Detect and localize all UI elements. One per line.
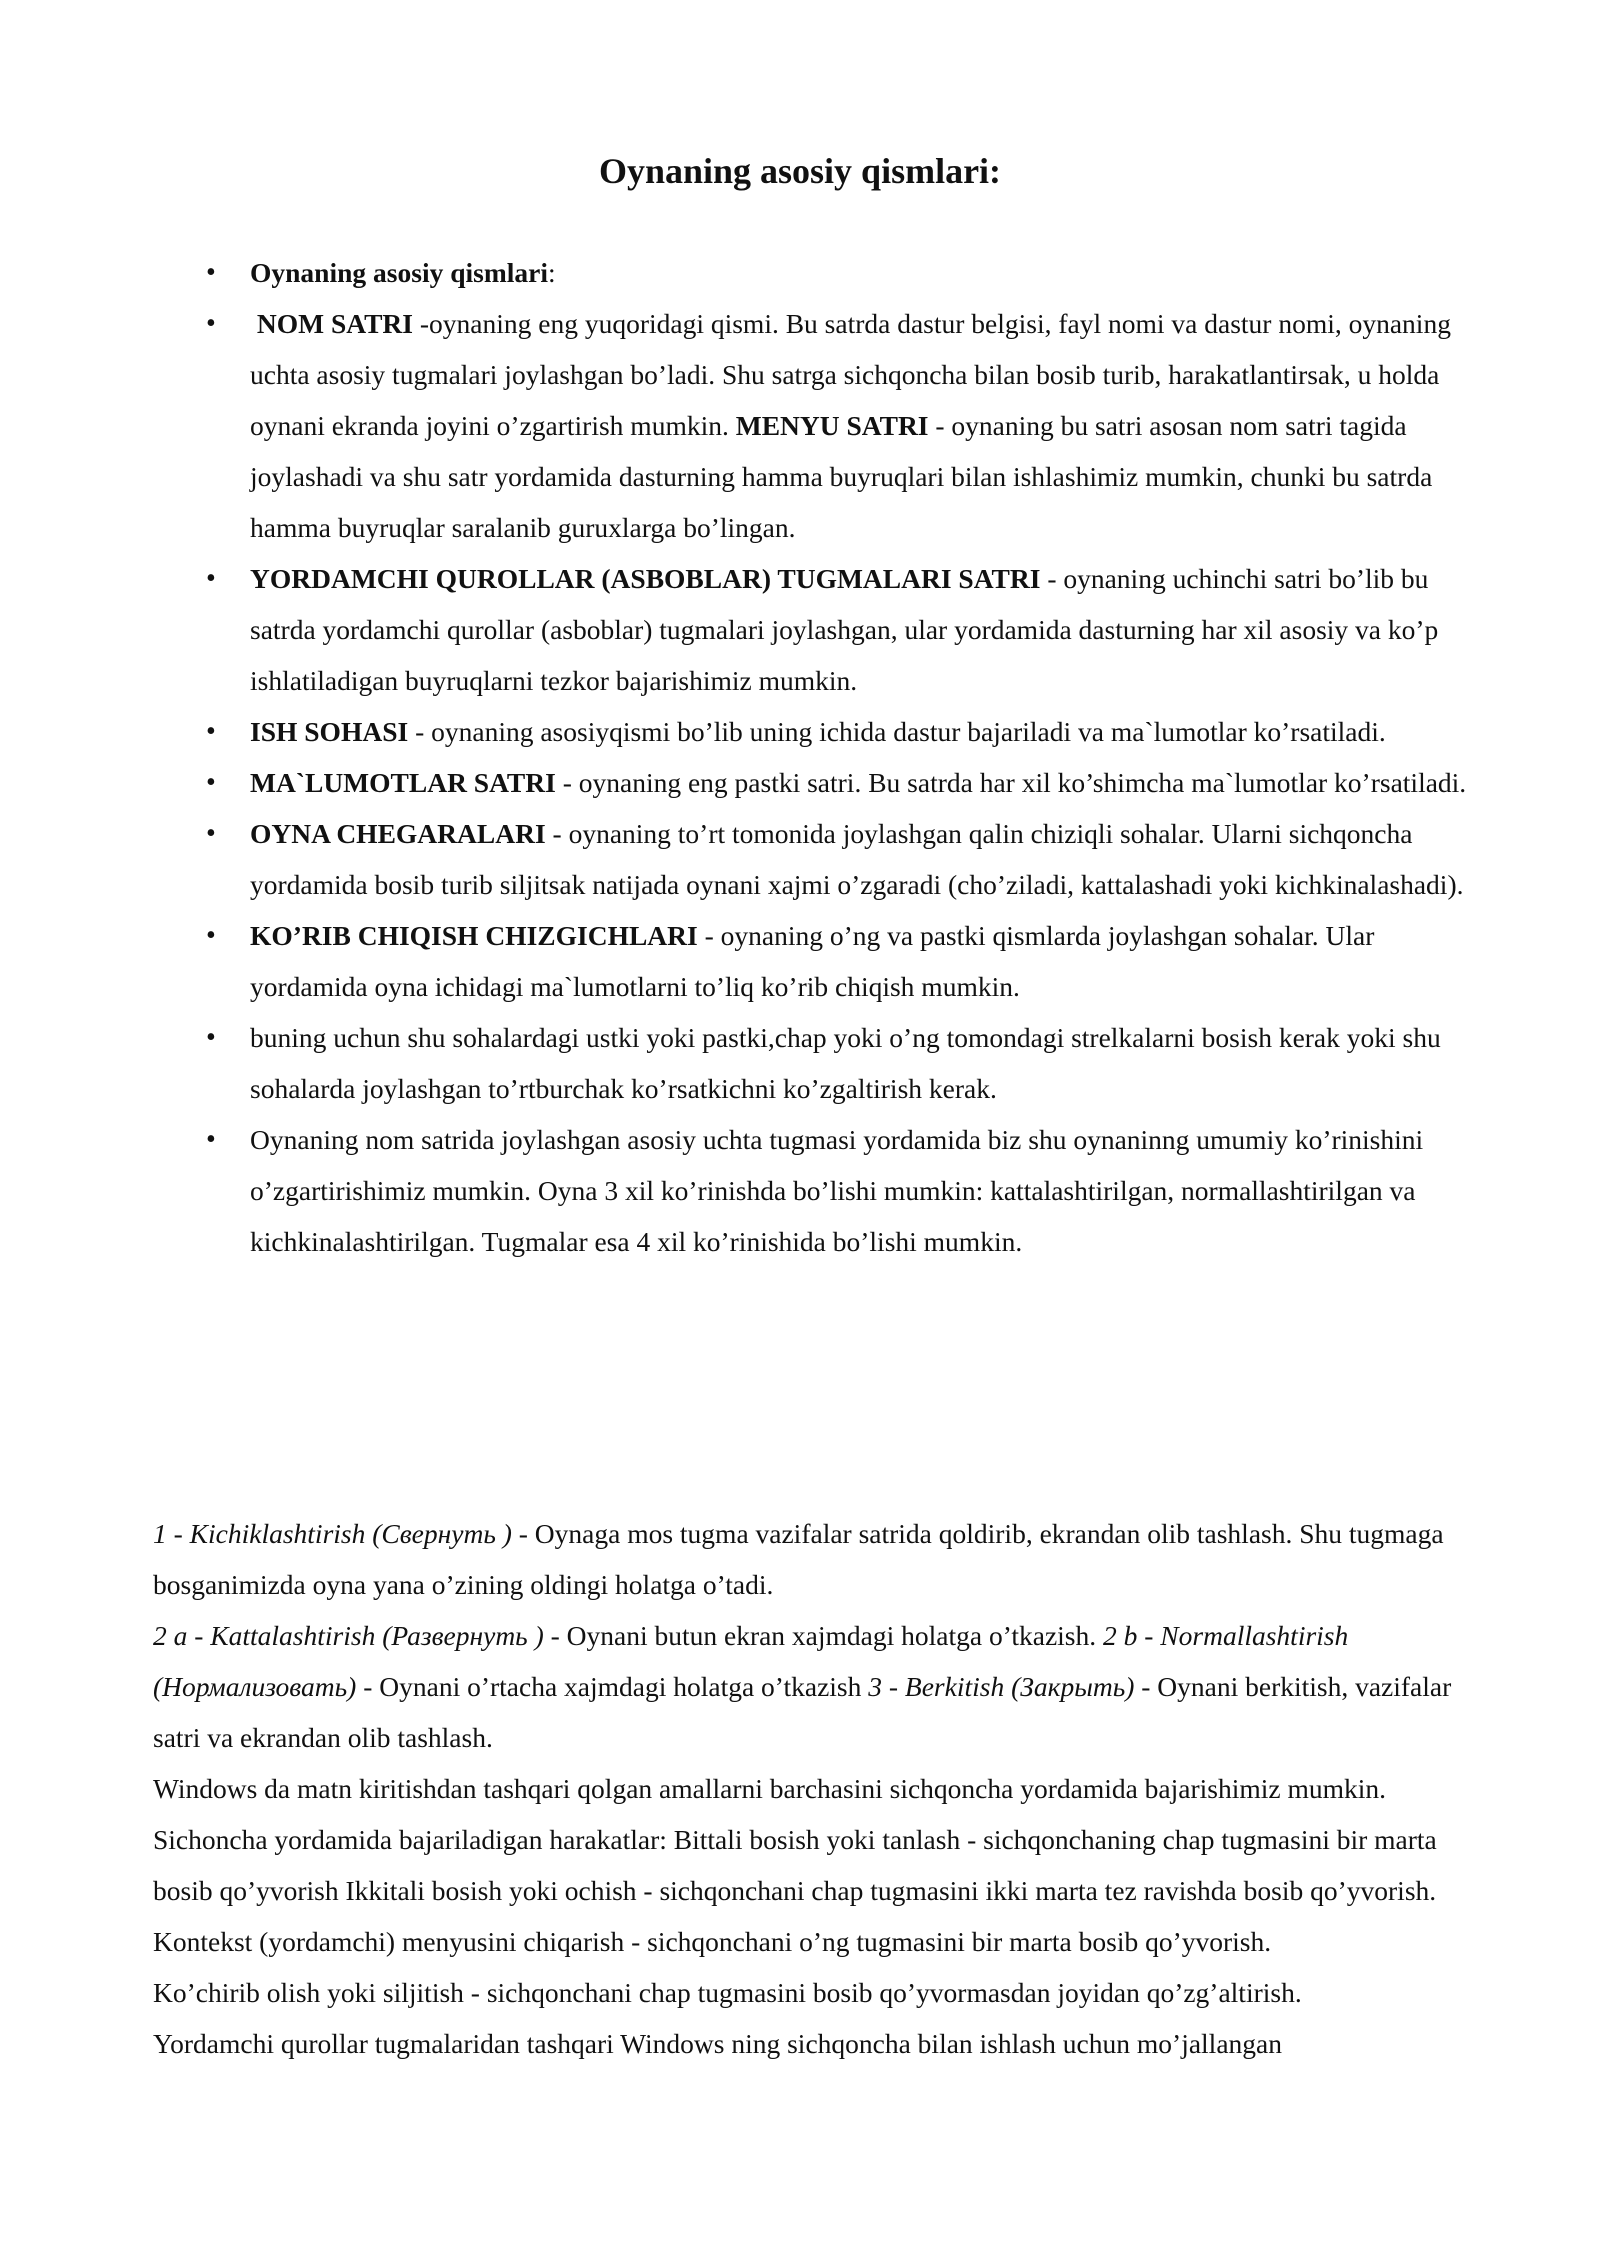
list-item (250, 757, 1470, 808)
term: MENYU SATRI (735, 410, 929, 441)
item-text: - oynaning to’rt tomonida joylashgan qalin chiziqli sohalar. Ularni sichqoncha yordamida bosib turib siljitsak natijada oynani xajmi o’zgaradi (cho’ziladi, kattalashadi yoki kichkinalashadi). (250, 818, 1464, 900)
item-text: -oynaning eng yuqoridagi qismi. Bu satrda dastur belgisi, fayl nomi va dastur nomi, oynaning uchta asosiy tugmalari joylashgan bo’ladi. Shu satrga sichqoncha bilan bosib turib, harakatlantirsak, u holda oynani ekranda joyini o’zgartirish mumkin. (250, 308, 1451, 441)
list-item (250, 808, 1470, 910)
item-text: - oynaning bu satri asosan nom satri tagida joylashadi va shu satr yordamida dasturning hamma buyruqlari bilan ishlashimiz mumkin, chunki bu satrda hamma buyruqlar saralanib guruxlarga bo’lingan. (250, 410, 1433, 543)
term: MA`LUMOTLAR SATRI (250, 767, 556, 798)
list-item (250, 706, 1470, 757)
term: KO’RIB CHIQISH CHIZGICHLARI (250, 920, 698, 951)
term: YORDAMCHI QUROLLAR (ASBOBLAR) TUGMALARI SATRI (250, 563, 1041, 594)
item-text: Oynaning nom satrida joylashgan asosiy uchta tugmasi yordamida biz shu oynaninng umumiy ko’rinishini o’zgartirishimiz mumkin. Oyna 3 xil ko’rinishda bo’lishi mumkin: kattalashtirilgan, normallashtirilgan va kichkinalashtirilgan. Tugmalar esa 4 xil ko’rinishida bo’lishi mumkin. (250, 1124, 1424, 1257)
italic-term: 1 - Kichiklashtirish (Свернуть ) (153, 1518, 512, 1549)
italic-term: 2 b - Normallashtirish (Нормализовать) (153, 1620, 1349, 1702)
term: ISH SOHASI (250, 716, 409, 747)
paragraph-text: - Oynaga mos tugma vazifalar satrida qoldirib, ekrandan olib tashlash. Shu tugmaga bosganimizda oyna yana o’zining oldingi holatga o’tadi. (153, 1518, 1444, 1600)
list-item (250, 910, 1470, 1012)
list-item (250, 247, 1470, 298)
paragraph-context-menu: Kontekst (yordamchi) menyusini chiqarish - sichqonchani o’ng tugmasini bir marta bosib qo’yvorish. (153, 1926, 1272, 1957)
item-text: - oynaning o’ng va pastki qismlarda joylashgan sohalar. Ular yordamida oyna ichidagi ma`lumotlarni to’liq ko’rib chiqish mumkin. (250, 920, 1375, 1002)
paragraph-text: - Oynani o’rtacha xajmdagi holatga o’tkazish (356, 1671, 869, 1702)
list-item (250, 1114, 1470, 1267)
item-text: buning uchun shu sohalardagi ustki yoki pastki,chap yoki o’ng tomondagi strelkalarni bosish kerak yoki shu sohalarda joylashgan to’rtburchak ko’rsatkichni ko’zgaltirish kerak. (250, 1022, 1441, 1104)
paragraph-text: - Oynani berkitish, vazifalar satri va ekrandan olib tashlash. (153, 1671, 1452, 1753)
term: OYNA CHEGARALARI (250, 818, 546, 849)
lead-space (250, 308, 257, 339)
term: NOM SATRI (256, 308, 413, 339)
paragraph-text: - Oynani butun ekran xajmdagi holatga o’tkazish. (543, 1620, 1104, 1651)
italic-term: 3 - Berkitish (Закрыть) (868, 1671, 1135, 1702)
paragraph-maximize (153, 1610, 1468, 1763)
body-text (153, 1508, 1468, 2069)
item-text: - oynaning uchinchi satri bo’lib bu satrda yordamchi qurollar (asboblar) tugmalari joylashgan, ular yordamida dasturning har xil asosiy va ko’p ishlatiladigan buyruqlarni tezkor bajarishimiz mumkin. (250, 563, 1439, 696)
term: Oynaning asosiy qismlari (250, 257, 548, 288)
page-title: Oynaning asosiy qismlari: (598, 151, 1002, 191)
list-item (250, 298, 1470, 553)
bullet-list (250, 247, 1470, 1267)
paragraph-mouse: Windows da matn kiritishdan tashqari qolgan amallarni barchasini sichqoncha yordamida bajarishimiz mumkin. Sichoncha yordamida bajariladigan harakatlar: Bittali bosish yoki tanlash - sichqonchaning chap tugmasini bir marta bosib qo’yvorish Ikkitali bosish yoki ochish - sichqonchani chap tugmasini ikki marta tez ravishda bosib qo’yvorish. (153, 1773, 1437, 1906)
item-text: - oynaning eng pastki satri. Bu satrda har xil ko’shimcha ma`lumotlar ko’rsatiladi. (555, 767, 1467, 798)
italic-term: 2 a - Kattalashtirish (Развернуть ) (153, 1620, 544, 1651)
list-item (250, 1012, 1470, 1114)
paragraph-minimize (153, 1508, 1468, 1610)
paragraph-tools: Yordamchi qurollar tugmalaridan tashqari Windows ning sichqoncha bilan ishlash uchun mo’jallangan (153, 2028, 1282, 2059)
paragraph-drag: Ko’chirib olish yoki siljitish - sichqonchani chap tugmasini bosib qo’yvormasdan joyidan qo’zg’altirish. (153, 1977, 1302, 2008)
list-item (250, 553, 1470, 706)
item-text: : (548, 257, 556, 288)
item-text: - oynaning asosiyqismi bo’lib uning ichida dastur bajariladi va ma`lumotlar ko’rsatiladi. (408, 716, 1386, 747)
